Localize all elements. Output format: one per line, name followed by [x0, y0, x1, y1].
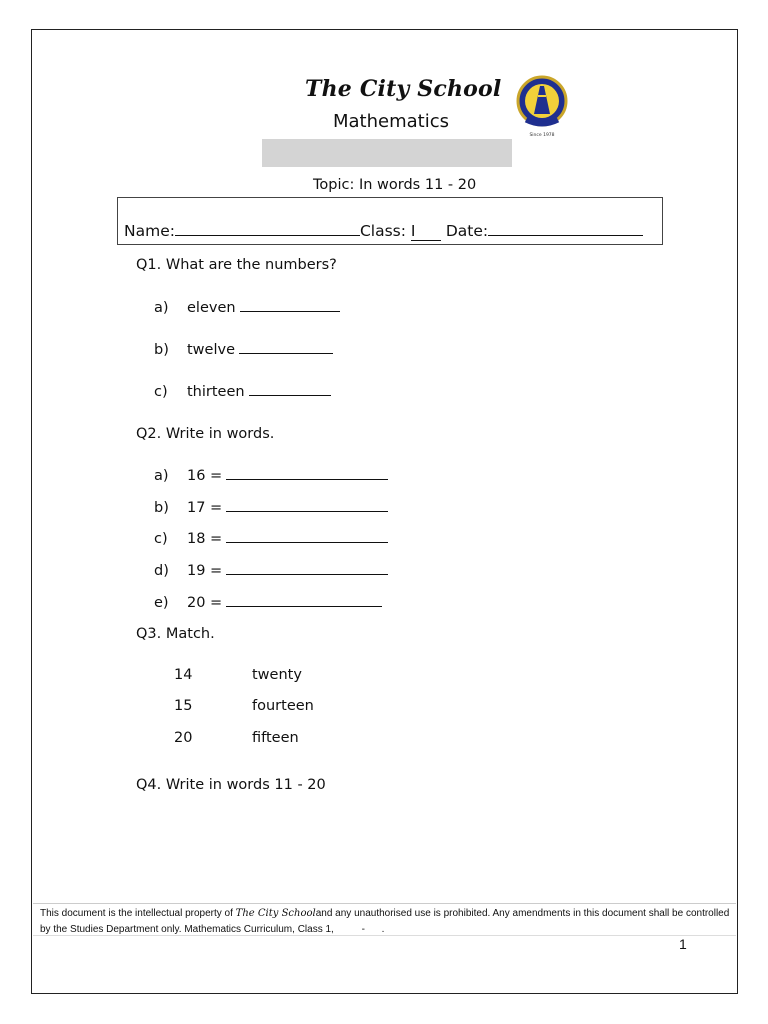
match-left-item[interactable]: 14	[174, 667, 193, 683]
q2-title: Q2. Write in words.	[136, 426, 275, 442]
answer-blank[interactable]	[249, 383, 331, 396]
name-blank[interactable]	[175, 221, 360, 236]
subject-title: Mathematics	[333, 111, 449, 132]
student-info-line	[124, 221, 643, 241]
class-value: I	[410, 222, 416, 240]
q2-item-text: 17 =	[187, 500, 223, 516]
date-blank[interactable]	[488, 221, 643, 236]
logo-caption: Since 1978	[529, 133, 555, 138]
match-right-item[interactable]: fourteen	[252, 698, 314, 714]
footer-part4: .	[381, 924, 385, 935]
match-left-item[interactable]: 20	[174, 730, 193, 746]
answer-blank[interactable]	[226, 499, 388, 512]
q1-item-c	[154, 383, 331, 400]
q2-item-letter: e)	[154, 595, 169, 611]
answer-blank[interactable]	[239, 341, 333, 354]
footer-school-name: The City School	[235, 908, 316, 919]
q2-item-letter: d)	[154, 563, 169, 579]
q1-item-text: eleven	[187, 300, 236, 316]
match-right-item[interactable]: fifteen	[252, 730, 299, 746]
q2-item-a	[154, 467, 388, 484]
answer-blank[interactable]	[240, 299, 340, 312]
footer-divider	[33, 903, 736, 904]
match-left-item[interactable]: 15	[174, 698, 193, 714]
q2-item-letter: c)	[154, 531, 168, 547]
q2-item-e	[154, 594, 382, 611]
match-right-item[interactable]: twenty	[252, 667, 302, 683]
answer-blank[interactable]	[226, 562, 388, 575]
school-logo	[514, 74, 570, 138]
q1-item-letter: c)	[154, 384, 168, 400]
q2-item-text: 20 =	[187, 595, 223, 611]
school-name: The City School	[305, 76, 502, 102]
q2-item-text: 16 =	[187, 468, 223, 484]
date-label: Date:	[445, 222, 489, 240]
q2-item-text: 19 =	[187, 563, 223, 579]
answer-blank[interactable]	[226, 467, 388, 480]
q1-item-a	[154, 299, 340, 316]
footer-divider-lower	[33, 935, 736, 936]
footer-part3: -	[361, 924, 365, 935]
q1-item-text: thirteen	[187, 384, 245, 400]
page-number: 1	[679, 936, 687, 952]
grey-band	[262, 139, 512, 167]
footer-part1: This document is the intellectual property of	[40, 908, 233, 919]
q1-item-b	[154, 341, 333, 358]
answer-blank[interactable]	[226, 594, 382, 607]
q4-title: Q4. Write in words 11 - 20	[136, 777, 326, 793]
class-label: Class:	[359, 222, 406, 240]
q2-item-text: 18 =	[187, 531, 223, 547]
class-blank[interactable]	[411, 222, 441, 241]
q1-item-letter: a)	[154, 300, 169, 316]
answer-blank[interactable]	[226, 530, 388, 543]
footer-part2: and any unauthorised use is prohibited. Any amendments in this document shall be controlled by the Studies Department only. Mathematics Curriculum, Class 1,	[40, 908, 730, 935]
q2-item-b	[154, 499, 388, 516]
q2-item-c	[154, 530, 388, 547]
q1-title: Q1. What are the numbers?	[136, 257, 337, 273]
q3-title: Q3. Match.	[136, 626, 215, 642]
q1-item-letter: b)	[154, 342, 169, 358]
footer-text	[40, 906, 730, 938]
q2-item-letter: a)	[154, 468, 169, 484]
q2-item-letter: b)	[154, 500, 169, 516]
q2-item-d	[154, 562, 388, 579]
name-label: Name:	[124, 222, 175, 240]
q1-item-text: twelve	[187, 342, 235, 358]
topic-line: Topic: In words 11 - 20	[313, 177, 477, 193]
